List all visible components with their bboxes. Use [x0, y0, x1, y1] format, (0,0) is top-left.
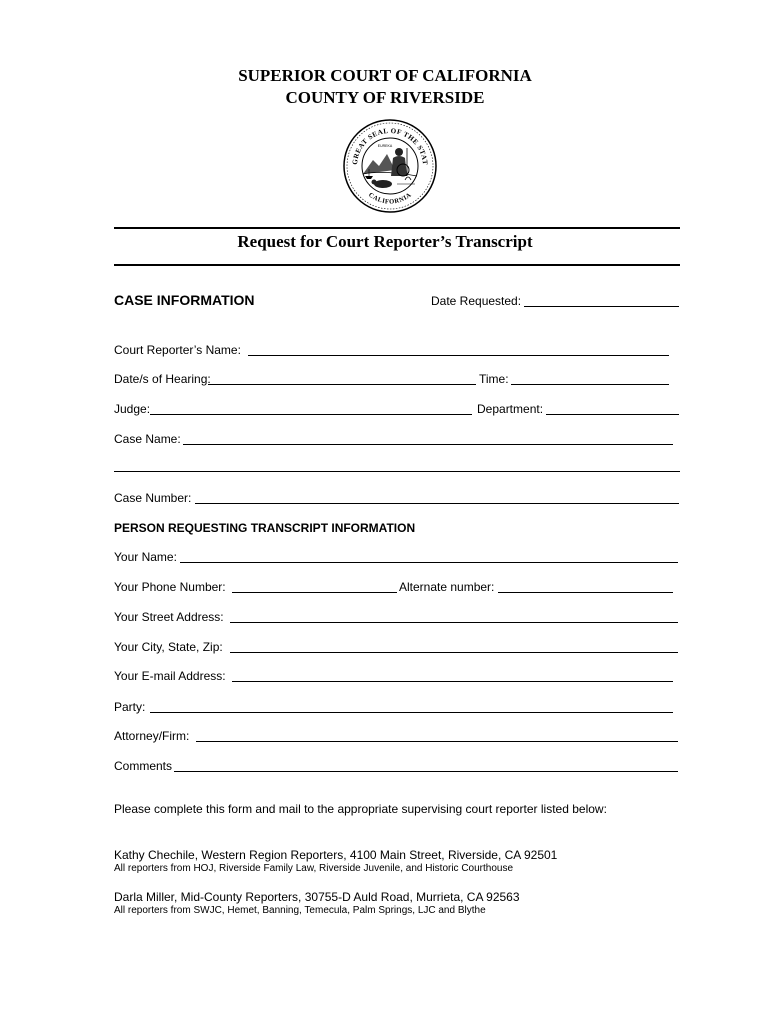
seal-text-bottom: CALIFORNIA [367, 191, 413, 206]
hearing-dates-label: Date/s of Hearing: [114, 372, 211, 386]
attorney-label: Attorney/Firm: [114, 729, 190, 743]
alt-number-field[interactable] [498, 592, 673, 593]
alt-number-label: Alternate number: [399, 580, 495, 594]
date-requested-label: Date Requested: [431, 294, 522, 308]
contact-1-sub: All reporters from HOJ, Riverside Family Law, Riverside Juvenile, and Historic Courthouse [114, 863, 514, 874]
seal-motto: EUREKA [377, 144, 393, 148]
your-name-field[interactable] [180, 562, 678, 563]
instructions-text: Please complete this form and mail to the appropriate supervising court reporter listed below: [114, 802, 607, 816]
comments-field[interactable] [174, 771, 678, 772]
contact-2-sub: All reporters from SWJC, Hemet, Banning, Temecula, Palm Springs, LJC and Blythe [114, 905, 486, 916]
california-state-seal-icon [343, 114, 437, 216]
your-name-label: Your Name: [114, 550, 177, 564]
hearing-dates-field[interactable] [208, 384, 476, 385]
reporter-name-label: Court Reporter’s Name: [114, 343, 241, 357]
case-name-label: Case Name: [114, 432, 181, 446]
bottom-rule [114, 264, 680, 266]
case-number-field[interactable] [195, 503, 679, 504]
department-field[interactable] [546, 414, 679, 415]
party-label: Party: [114, 700, 146, 714]
county-name: COUNTY OF RIVERSIDE [285, 88, 485, 107]
city-label: Your City, State, Zip: [114, 640, 223, 654]
case-number-label: Case Number: [114, 491, 192, 505]
judge-label: Judge: [114, 402, 151, 416]
email-label: Your E-mail Address: [114, 669, 226, 683]
email-field[interactable] [232, 681, 673, 682]
reporter-name-field[interactable] [248, 355, 669, 356]
requester-heading: PERSON REQUESTING TRANSCRIPT INFORMATION [114, 521, 416, 535]
street-field[interactable] [230, 622, 678, 623]
judge-field[interactable] [150, 414, 472, 415]
seal-text-top: GREAT SEAL OF THE STAT [350, 126, 430, 166]
case-name-field-line2[interactable] [114, 471, 680, 472]
top-rule [114, 227, 680, 229]
street-label: Your Street Address: [114, 610, 224, 624]
attorney-field[interactable] [196, 741, 678, 742]
contact-2-main: Darla Miller, Mid-County Reporters, 30755-D Auld Road, Murrieta, CA 92563 [114, 890, 520, 904]
date-requested-field[interactable] [524, 306, 679, 307]
court-name: SUPERIOR COURT OF CALIFORNIA [238, 66, 532, 85]
case-name-field[interactable] [183, 444, 673, 445]
comments-label: Comments [114, 759, 173, 773]
phone-label: Your Phone Number: [114, 580, 226, 594]
case-info-heading: CASE INFORMATION [114, 292, 255, 308]
contact-1-main: Kathy Chechile, Western Region Reporters, 4100 Main Street, Riverside, CA 92501 [114, 848, 558, 862]
form-title: Request for Court Reporter’s Transcript [237, 232, 533, 251]
party-field[interactable] [150, 712, 673, 713]
time-label: Time: [479, 372, 509, 386]
city-field[interactable] [230, 652, 678, 653]
time-field[interactable] [511, 384, 669, 385]
department-label: Department: [477, 402, 544, 416]
phone-field[interactable] [232, 592, 397, 593]
